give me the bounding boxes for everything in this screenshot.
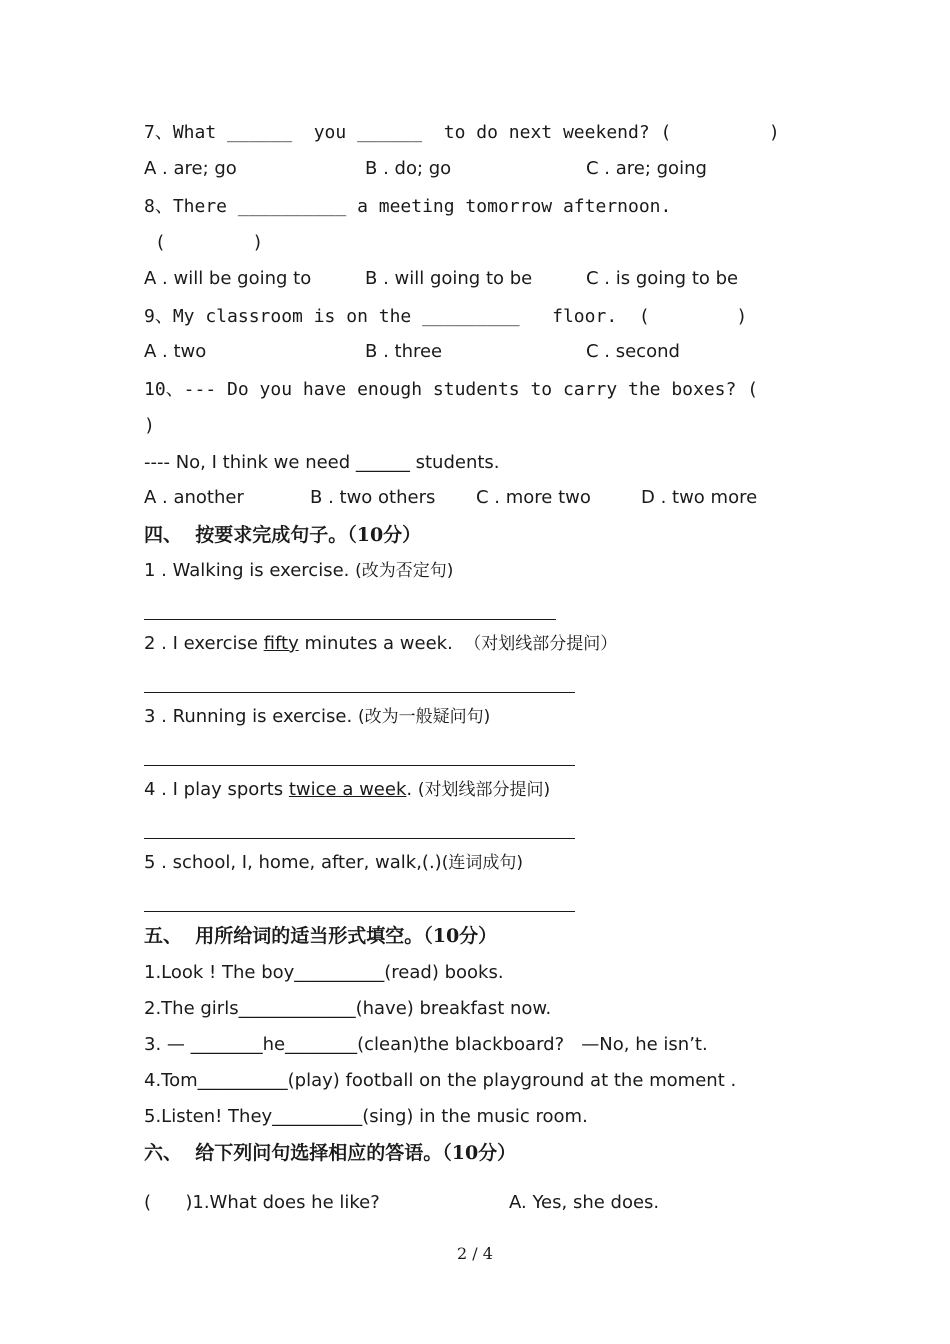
s4-item-4-underlined: twice a week (288, 779, 407, 800)
answer-line-2[interactable] (144, 692, 575, 693)
q7-option-b: B . do; go (365, 158, 452, 179)
s4-item-3 (144, 706, 490, 728)
page-number: 2 / 4 (457, 1244, 493, 1263)
q10-option-c: C . more two (476, 487, 591, 508)
q9-option-b: B . three (365, 341, 443, 362)
s5-item-3: 3. — ________he________(clean)the blackboard? —No, he isn’t. (144, 1034, 708, 1055)
s4-item-2-underlined: fifty (263, 633, 299, 654)
question-8: 8、There __________ a meeting tomorrow afternoon. (144, 196, 672, 217)
q8-option-a: A . will be going to (144, 268, 312, 289)
s4-item-1-text: 1 . Walking is exercise. (144, 560, 356, 581)
section-5-heading: 五、 用所给词的适当形式填空。（10分） (144, 925, 498, 947)
s4-item-4-text-end: . (406, 779, 418, 800)
s4-item-2 (144, 633, 617, 655)
answer-line-1[interactable] (144, 619, 556, 620)
s4-item-2-text: 2 . I exercise (144, 633, 264, 654)
s4-item-5 (144, 852, 523, 874)
s4-item-3-text: 3 . Running is exercise. (144, 706, 358, 727)
s5-item-4: 4.Tom__________(play) football on the playground at the moment . (144, 1070, 737, 1091)
question-10-bracket: ) (144, 415, 155, 436)
q8-option-c: C . is going to be (586, 268, 739, 289)
s6-question-1: ( )1.What does he like? (144, 1192, 380, 1213)
s6-answer-a: A. Yes, she does. (509, 1192, 660, 1213)
question-8-bracket: ( ) (144, 232, 264, 253)
s4-item-2-note: （对划线部分提问） (464, 634, 618, 654)
q9-option-c: C . second (586, 341, 680, 362)
s4-item-4-text: 4 . I play sports (144, 779, 289, 800)
s4-item-2-text-end: minutes a week. (298, 633, 465, 654)
section-4-heading: 四、 按要求完成句子。（10分） (144, 524, 422, 546)
question-10: 10、--- Do you have enough students to carry the boxes? ( (144, 379, 759, 400)
q10-option-a: A . another (144, 487, 244, 508)
section-6-heading: 六、 给下列问句选择相应的答语。（10分） (144, 1142, 517, 1164)
q9-option-a: A . two (144, 341, 207, 362)
q10-option-b: B . two others (310, 487, 436, 508)
s5-item-5: 5.Listen! They__________(sing) in the music room. (144, 1106, 588, 1127)
question-10-reply: ---- No, I think we need ______ students. (144, 452, 500, 473)
s4-item-5-note: (连词成句) (441, 853, 523, 873)
question-9: 9、My classroom is on the _________ floor. ( ) (144, 306, 748, 327)
answer-line-3[interactable] (144, 765, 575, 766)
s4-item-3-note: (改为一般疑问句) (357, 707, 491, 727)
s4-item-1 (144, 560, 453, 582)
s5-item-1: 1.Look ! The boy__________(read) books. (144, 962, 504, 983)
s4-item-5-text: 5 . school, I, home, after, walk,(.) (144, 852, 442, 873)
q10-option-d: D . two more (641, 487, 758, 508)
s4-item-4 (144, 779, 550, 801)
question-7: 7、What ______ you ______ to do next weekend? ( ) (144, 122, 780, 143)
s5-item-2: 2.The girls_____________(have) breakfast now. (144, 998, 552, 1019)
s4-item-1-note: (改为否定句) (355, 561, 454, 581)
s4-item-4-note: (对划线部分提问) (417, 780, 551, 800)
answer-line-5[interactable] (144, 911, 575, 912)
q7-option-a: A . are; go (144, 158, 237, 179)
q7-option-c: C . are; going (586, 158, 707, 179)
answer-line-4[interactable] (144, 838, 575, 839)
q8-option-b: B . will going to be (365, 268, 533, 289)
